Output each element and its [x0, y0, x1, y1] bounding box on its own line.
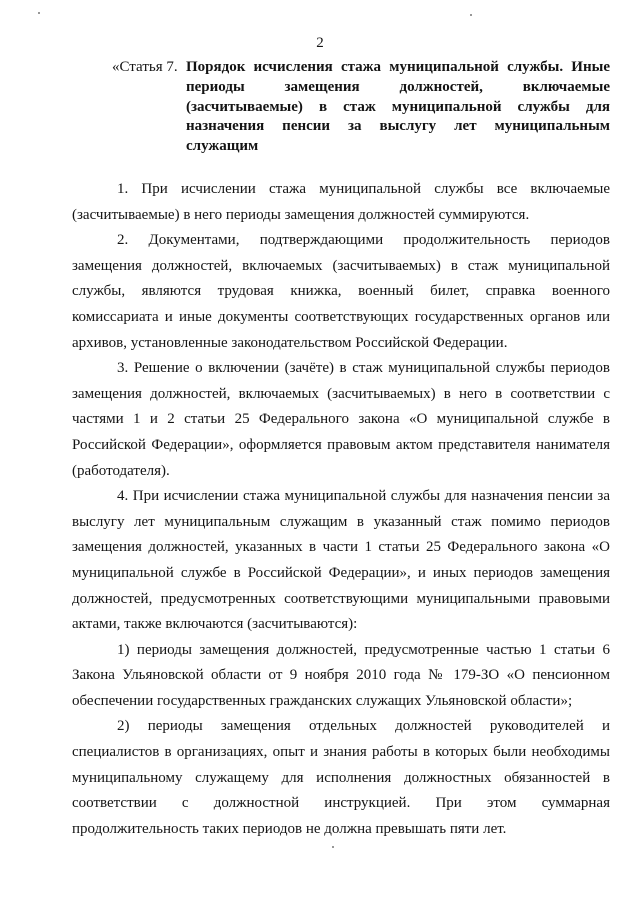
sub-paragraph-2: 2) периоды замещения отдельных должностей руководителей и специалистов в организациях, опыт и знания работы в которых были необходимы муниципальному служащему для исполнения должностных обязанностей в соответствии с должностной инструкцией. При этом суммарная продолжительность таких периодов не должна превышать пяти лет. [72, 718, 610, 837]
sub-paragraph-1: 1) периоды замещения должностей, предусмотренные частью 1 статьи 6 Закона Ульяновской области от 9 ноября 2010 года № 179-ЗО «О пенсионном обеспечении государственных гражданских служащих Ульяновской области»; [72, 641, 610, 709]
scan-speck [470, 14, 472, 16]
page-number: 2 [316, 35, 324, 51]
paragraph-2: 2. Документами, подтверждающими продолжительность периодов замещения должностей, включаемых (засчитываемых) в стаж муниципальной службы, являются трудовая книжка, военный билет, справка военного комиссариата и иные документы соответствующих государственных органов или архивов, установленные законодательством Российской Федерации. [72, 232, 610, 351]
scan-speck [38, 12, 40, 14]
article-number: «Статья 7. [112, 59, 178, 75]
article-title: Порядок исчисления стажа муниципальной службы. Иные периоды замещения должностей, включаемые (засчитываемые) в стаж муниципальной службы для назначения пенсии за выслугу лет муниципальным служащим [186, 59, 610, 155]
article-body [72, 177, 610, 842]
paragraph-1: 1. При исчислении стажа муниципальной службы все включаемые (засчитываемые) в него периоды замещения должностей суммируются. [72, 181, 610, 223]
scan-speck [332, 846, 334, 848]
paragraph-3: 3. Решение о включении (зачёте) в стаж муниципальной службы периодов замещения должностей, включаемых (засчитываемых) в него в соответствии с частями 1 и 2 статьи 25 Федерального закона «О муниципальной службе в Российской Федерации», оформляется правовым актом представителя нанимателя (работодателя). [72, 360, 610, 479]
paragraph-4: 4. При исчислении стажа муниципальной службы для назначения пенсии за выслугу лет муниципальным служащим в указанный стаж помимо периодов замещения должностей, указанных в части 1 статьи 25 Федерального закона «О муниципальной службе в Российской Федерации», и иных периодов замещения должностей, предусмотренных соответствующими муниципальными правовыми актами, также включаются (засчитываются): [72, 488, 610, 633]
